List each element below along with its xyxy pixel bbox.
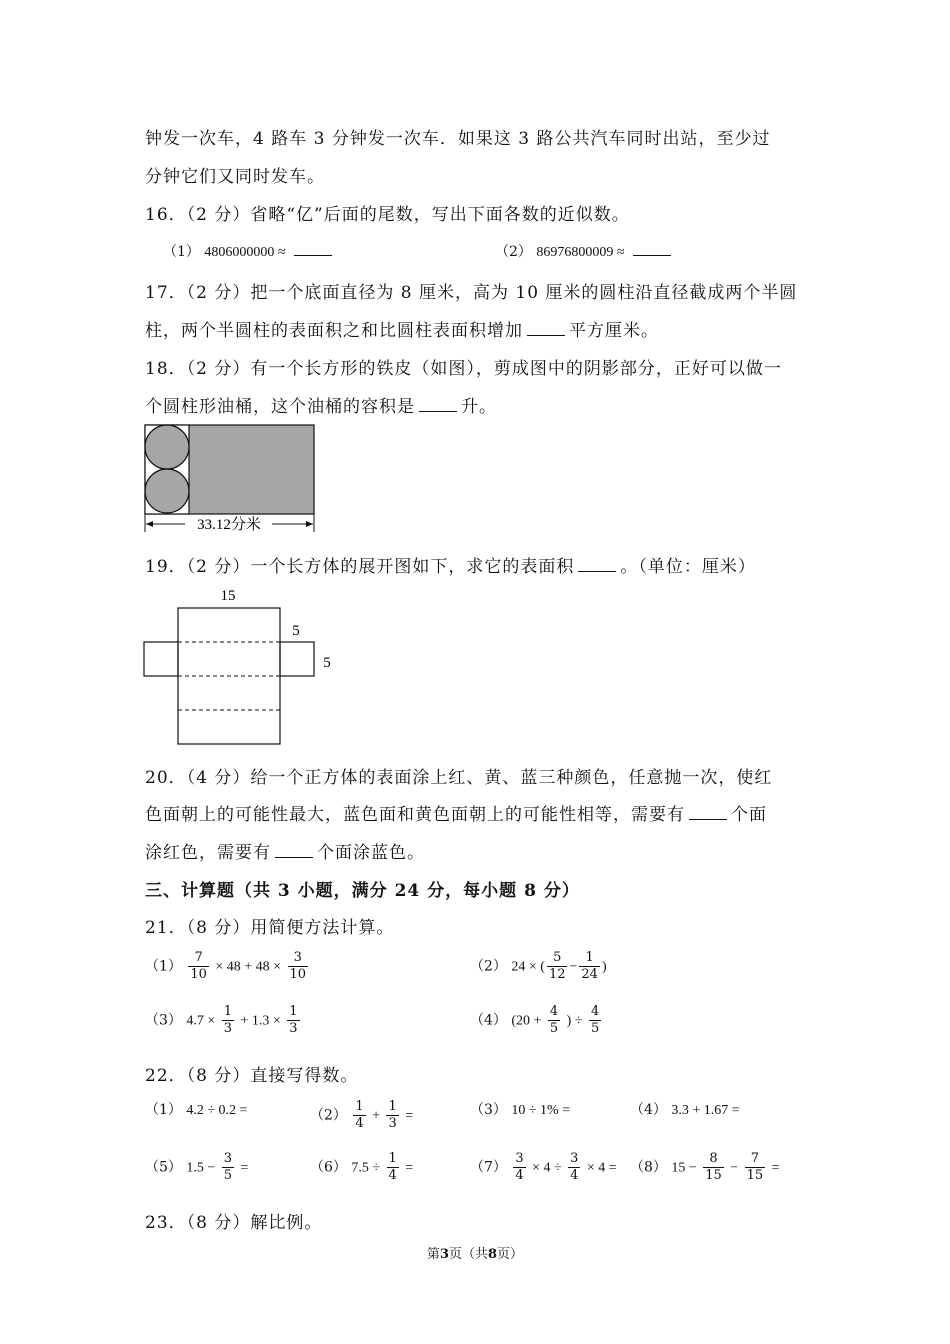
q18-arrowhead-left <box>146 521 153 527</box>
q18-dim-label: 33.12分米 <box>197 517 261 533</box>
q22-part5-pre: 1.5 − <box>186 1160 216 1176</box>
q22-part2-label: （2） <box>310 1107 347 1124</box>
q22-part2-frac2-den: 3 <box>388 1116 397 1131</box>
q16-part2 <box>495 241 675 261</box>
q17-blank[interactable] <box>527 321 565 336</box>
q21-part1-frac1 <box>188 950 209 983</box>
q21-part2-mid: − <box>569 959 578 975</box>
q22-part1-expr: 4.2 ÷ 0.2 = <box>186 1103 248 1118</box>
q21-part2-pre: 24 × ( <box>511 959 545 975</box>
q22-part2 <box>310 1099 413 1132</box>
q18-circle-top <box>145 425 189 469</box>
q22-part8-frac1-den: 15 <box>705 1168 722 1183</box>
q16-part1-blank[interactable] <box>294 241 332 256</box>
q23-stem: 23．（8 分）解比例。 <box>145 1213 323 1233</box>
q21-part3-mid: + 1.3 × <box>240 1013 281 1029</box>
q20-line2 <box>145 800 767 825</box>
q22-part5-frac1-num: 3 <box>223 1151 233 1166</box>
q22-part2-mid: + <box>372 1108 381 1124</box>
q21-part2-post: ) <box>601 959 607 975</box>
q19-blank[interactable] <box>578 557 616 572</box>
q22-part8-frac2-num: 7 <box>745 1151 766 1168</box>
q22-part5-label: （5） <box>145 1159 182 1176</box>
q19-dim-height: 5 <box>323 655 331 671</box>
q17-line2-text-a: 柱，两个半圆柱的表面积之和比圆柱表面积增加 <box>145 321 523 341</box>
q22-part7-frac2 <box>568 1151 580 1184</box>
q15-line2: 分钟它们又同时发车。 <box>145 167 325 187</box>
q19-stem <box>145 552 756 577</box>
q22-part8-label: （8） <box>630 1159 667 1176</box>
q21-part3-pre: 4.7 × <box>186 1013 216 1029</box>
q20-blank-red[interactable] <box>689 805 727 820</box>
q22-part4-expr: 3.3 + 1.67 = <box>671 1103 740 1118</box>
q21-part4-frac1-den: 5 <box>549 1021 559 1036</box>
q22-part7 <box>470 1151 617 1184</box>
q18-line2-text-a: 个圆柱形油桶，这个油桶的容积是 <box>145 397 415 417</box>
q22-part7-frac2-num: 3 <box>570 1151 579 1166</box>
q19-net-right-face <box>280 642 314 676</box>
q22-part6-post: = <box>405 1160 414 1176</box>
q22-part2-frac1-den: 4 <box>355 1116 364 1131</box>
footer-middle: 页（共 <box>448 1247 488 1262</box>
q20-line2-text-a: 色面朝上的可能性最大，蓝色面和黄色面朝上的可能性相等，需要有 <box>145 805 685 825</box>
page-footer <box>0 1243 950 1262</box>
q19-stem-text-a: 19．（2 分）一个长方体的展开图如下，求它的表面积 <box>145 557 575 577</box>
q21-part1-frac2-num: 3 <box>288 950 309 967</box>
q21-part4-label: （4） <box>470 1012 507 1029</box>
q17-line2-text-b: 平方厘米。 <box>569 321 659 341</box>
q21-part3-frac2-num: 1 <box>289 1004 298 1019</box>
q22-part6-frac1-num: 1 <box>388 1151 397 1166</box>
q21-part2-frac2 <box>579 950 600 983</box>
q21-part1-mid: × 48 + 48 × <box>215 959 282 975</box>
q20-line3-text-b: 个面涂蓝色。 <box>317 843 425 863</box>
q22-part7-post: × 4 = <box>586 1160 617 1176</box>
q21-stem: 21．（8 分）用简便方法计算。 <box>145 918 395 938</box>
q19-net-left-face <box>144 642 178 676</box>
q16-part1-label: （1） <box>163 244 200 260</box>
q18-iron-sheet-figure <box>140 420 325 538</box>
q22-stem: 22．（8 分）直接写得数。 <box>145 1066 359 1086</box>
q22-part6-frac1 <box>387 1151 399 1184</box>
q22-part4 <box>630 1099 740 1119</box>
q21-part4 <box>470 1004 603 1037</box>
q21-part2 <box>470 950 607 983</box>
q15-line1: 钟发一次车，4 路车 3 分钟发一次车．如果这 3 路公共汽车同时出站，至少过 <box>145 129 771 149</box>
q22-part8-frac2 <box>745 1151 766 1184</box>
q21-part2-frac1-den: 12 <box>548 967 566 982</box>
q21-part3-label: （3） <box>145 1012 182 1029</box>
q17-line1: 17．（2 分）把一个底面直径为 8 厘米，高为 10 厘米的圆柱沿直径截成两个半圆 <box>145 283 798 303</box>
q21-part3-frac1 <box>222 1004 234 1037</box>
q22-part7-frac1-den: 4 <box>515 1168 524 1183</box>
q22-part2-frac1 <box>353 1099 365 1132</box>
footer-suffix: 页） <box>497 1247 524 1262</box>
q21-part2-frac2-den: 24 <box>581 967 598 982</box>
q22-part8-mid: − <box>730 1160 739 1176</box>
q18-line2-text-b: 升。 <box>461 397 497 417</box>
q22-part8 <box>630 1151 780 1184</box>
q22-part1-label: （1） <box>145 1102 182 1118</box>
q22-part2-frac1-num: 1 <box>355 1099 364 1114</box>
footer-prefix: 第 <box>426 1247 440 1262</box>
q21-part2-frac2-num: 1 <box>579 950 600 967</box>
q18-arrowhead-right <box>306 521 313 527</box>
q22-part5-post: = <box>240 1160 249 1176</box>
q22-part8-post: = <box>771 1160 780 1176</box>
q22-part7-frac1-num: 3 <box>515 1151 524 1166</box>
q18-line2 <box>145 392 497 417</box>
q21-part4-pre: (20 + <box>511 1013 542 1029</box>
q19-cuboid-net-figure <box>140 583 340 751</box>
q22-part5-frac1-den: 5 <box>223 1168 233 1183</box>
q22-part2-post: = <box>405 1108 414 1124</box>
q22-part7-frac2-den: 4 <box>570 1168 579 1183</box>
q22-part2-frac2 <box>386 1099 398 1132</box>
q21-part4-frac2 <box>589 1004 601 1037</box>
q22-part6-label: （6） <box>310 1159 347 1176</box>
q20-blank-blue[interactable] <box>275 843 313 858</box>
q22-part6 <box>310 1151 413 1184</box>
q21-part1-label: （1） <box>145 958 182 975</box>
q19-dim-length: 15 <box>220 588 236 604</box>
q21-part1-frac1-num: 7 <box>188 950 209 967</box>
q21-part3-frac1-num: 1 <box>223 1004 233 1019</box>
q22-part3-expr: 10 ÷ 1% = <box>511 1103 571 1118</box>
q21-part4-frac1 <box>548 1004 560 1037</box>
q22-part1 <box>145 1099 247 1119</box>
q22-part8-frac2-den: 15 <box>746 1168 764 1183</box>
q22-part8-frac1-num: 8 <box>703 1151 724 1168</box>
q21-part2-frac1-num: 5 <box>547 950 568 967</box>
q22-part3-label: （3） <box>470 1102 507 1118</box>
q22-part5-frac1 <box>222 1151 234 1184</box>
q22-part4-label: （4） <box>630 1102 667 1118</box>
q21-part1-frac2 <box>288 950 309 983</box>
q22-part7-frac1 <box>513 1151 525 1184</box>
q21-part3-frac2 <box>287 1004 299 1037</box>
footer-page-number: 3 <box>439 1247 449 1262</box>
q22-part8-pre: 15 − <box>671 1160 697 1176</box>
q20-line3 <box>145 838 425 863</box>
q21-part4-frac2-den: 5 <box>590 1021 600 1036</box>
q22-part6-pre: 7.5 ÷ <box>351 1160 381 1176</box>
q21-part2-frac1 <box>547 950 568 983</box>
q16-part2-label: （2） <box>495 244 532 260</box>
q21-part2-label: （2） <box>470 958 507 975</box>
section3-title: 三、计算题（共 3 小题，满分 24 分，每小题 8 分） <box>145 881 580 901</box>
footer-total-pages: 8 <box>488 1247 498 1262</box>
q20-line2-text-b: 个面 <box>731 805 767 825</box>
q21-part3 <box>145 1004 302 1037</box>
q21-part4-frac1-num: 4 <box>549 1004 559 1019</box>
q22-part5 <box>145 1151 248 1184</box>
q22-part6-frac1-den: 4 <box>388 1168 397 1183</box>
q16-part2-expr: 86976800009 ≈ <box>536 245 625 260</box>
q19-stem-text-b: 。（单位：厘米） <box>620 557 756 577</box>
q16-part1 <box>163 241 336 261</box>
q22-part2-frac2-num: 1 <box>388 1099 397 1114</box>
q19-dim-width: 5 <box>292 623 300 639</box>
q21-part3-frac1-den: 3 <box>223 1021 233 1036</box>
q21-part3-frac2-den: 3 <box>289 1021 298 1036</box>
q16-part2-blank[interactable] <box>633 241 671 256</box>
q22-part7-mid: × 4 ÷ <box>532 1160 562 1176</box>
q20-line1: 20．（4 分）给一个正方体的表面涂上红、黄、蓝三种颜色，任意抛一次，使红 <box>145 768 773 788</box>
q20-line3-text-a: 涂红色，需要有 <box>145 843 271 863</box>
q16-part1-expr: 4806000000 ≈ <box>204 245 286 260</box>
q22-part3 <box>470 1099 570 1119</box>
q21-part4-frac2-num: 4 <box>590 1004 600 1019</box>
q18-circle-bottom <box>145 469 189 513</box>
q22-part7-label: （7） <box>470 1159 507 1176</box>
q18-line1: 18．（2 分）有一个长方形的铁皮（如图），剪成图中的阴影部分，正好可以做一 <box>145 359 782 379</box>
q16-stem: 16．（2 分）省略“亿”后面的尾数，写出下面各数的近似数。 <box>145 205 630 225</box>
q21-part1-frac1-den: 10 <box>190 967 207 982</box>
q21-part1-frac2-den: 10 <box>289 967 307 982</box>
q17-line2 <box>145 316 659 341</box>
q21-part4-mid: ) ÷ <box>566 1013 583 1029</box>
q18-blank[interactable] <box>419 397 457 412</box>
q22-part8-frac1 <box>703 1151 724 1184</box>
q21-part1 <box>145 950 310 983</box>
